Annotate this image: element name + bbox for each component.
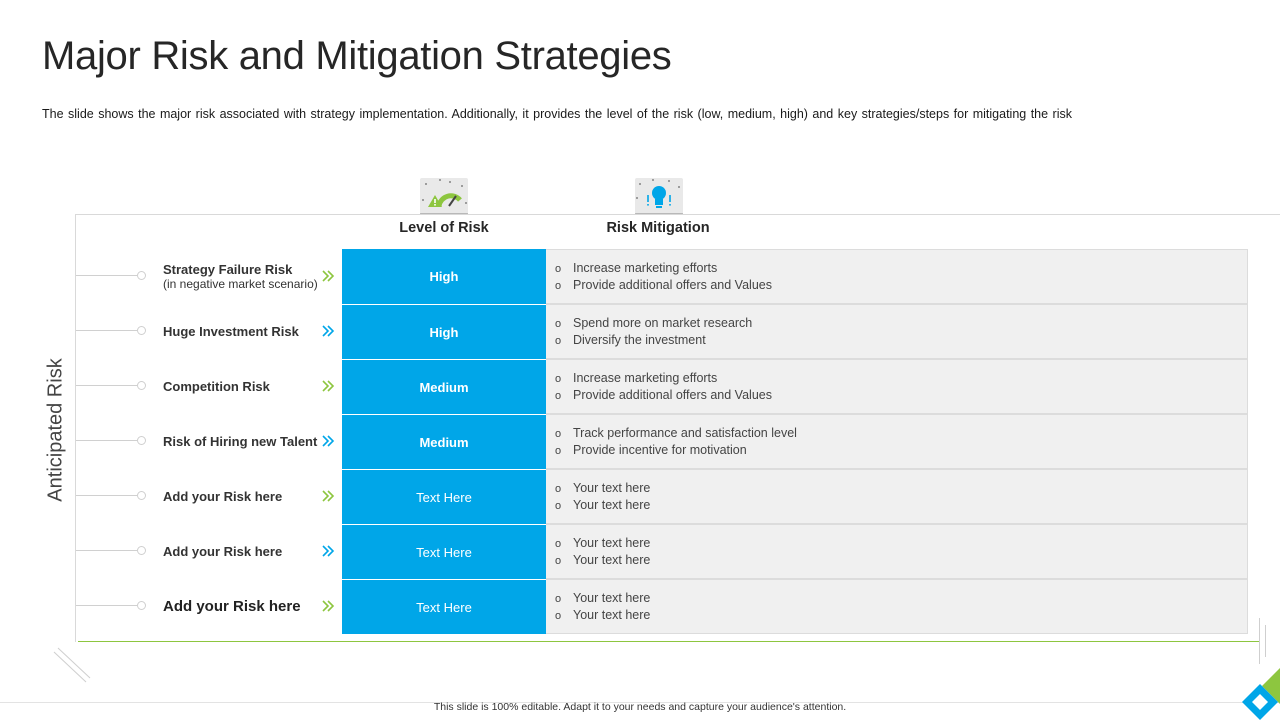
mitigation-text: Spend more on market research [573, 315, 753, 330]
risk-label [163, 524, 282, 579]
mitigation-cell [546, 414, 1248, 469]
double-chevron-right-icon [321, 599, 335, 613]
risk-name: Strategy Failure Risk [163, 262, 293, 277]
mitigation-text: Increase marketing efforts [573, 370, 718, 385]
mitigation-bullet [555, 332, 1247, 349]
risk-label [163, 249, 318, 304]
mitigation-bullet [555, 497, 1247, 514]
mitigation-cell [546, 579, 1248, 634]
row-leader-line [76, 495, 137, 496]
mitigation-bullet [555, 277, 1247, 294]
row-leader-line [76, 385, 137, 386]
risk-name: Add your Risk here [163, 489, 283, 504]
double-chevron-right-icon [321, 269, 335, 283]
frame-top-line [76, 214, 1280, 215]
risk-name: Competition Risk [163, 379, 270, 394]
row-marker-dot [137, 271, 146, 280]
mitigation-text: Provide additional offers and Values [573, 277, 772, 292]
row-marker-dot [137, 491, 146, 500]
column-header-level: Level of Risk [399, 220, 489, 236]
row-leader-line [76, 605, 137, 606]
row-leader-line [76, 330, 137, 331]
mitigation-bullet [555, 535, 1247, 552]
frame-right-mark [1259, 618, 1260, 664]
bullet-glyph: o [555, 499, 562, 512]
risk-level-cell: Text Here [342, 579, 546, 634]
risk-label [163, 414, 317, 469]
row-marker-dot [137, 546, 146, 555]
row-leader-line [76, 440, 137, 441]
bullet-glyph: o [555, 427, 562, 440]
mitigation-bullet [555, 607, 1247, 624]
risk-level-cell: Text Here [342, 524, 546, 579]
mitigation-text: Provide incentive for motivation [573, 442, 747, 457]
mitigation-bullet [555, 425, 1247, 442]
mitigation-text: Diversify the investment [573, 332, 706, 347]
bullet-glyph: o [555, 482, 562, 495]
risk-name: Huge Investment Risk [163, 324, 299, 339]
corner-diamond-decoration [1232, 664, 1280, 720]
risk-row [76, 359, 1248, 414]
decorative-diagonal-lines [52, 646, 92, 686]
mitigation-bullet [555, 260, 1247, 277]
frame-bottom-line [78, 641, 1260, 642]
risk-name: Risk of Hiring new Talent [163, 434, 318, 449]
mitigation-text: Your text here [573, 535, 651, 550]
mitigation-text: Your text here [573, 552, 651, 567]
bullet-glyph: o [555, 554, 562, 567]
bullet-glyph: o [555, 609, 562, 622]
risk-level-cell: High [342, 304, 546, 359]
bullet-glyph: o [555, 389, 562, 402]
risk-label [163, 579, 301, 634]
mitigation-bullet [555, 370, 1247, 387]
mitigation-cell [546, 249, 1248, 304]
mitigation-cell [546, 469, 1248, 524]
risk-row [76, 579, 1248, 634]
risk-level-cell: Text Here [342, 469, 546, 524]
mitigation-text: Your text here [573, 607, 651, 622]
row-marker-dot [137, 601, 146, 610]
mitigation-bullet [555, 480, 1247, 497]
row-leader-line [76, 275, 137, 276]
risk-level-cell: Medium [342, 414, 546, 469]
mitigation-text: Your text here [573, 480, 651, 495]
mitigation-bullet [555, 442, 1247, 459]
bullet-glyph: o [555, 317, 562, 330]
footer-note: This slide is 100% editable. Adapt it to your needs and capture your audience's attention. [433, 701, 847, 713]
mitigation-bullet [555, 315, 1247, 332]
double-chevron-right-icon [321, 324, 335, 338]
bullet-glyph: o [555, 592, 562, 605]
slide-title: Major Risk and Mitigation Strategies [42, 34, 672, 78]
bullet-glyph: o [555, 444, 562, 457]
risk-subtext: (in negative market scenario) [163, 277, 318, 291]
risk-label [163, 304, 299, 359]
double-chevron-right-icon [321, 544, 335, 558]
risk-level-cell: Medium [342, 359, 546, 414]
risk-row [76, 524, 1248, 579]
mitigation-text: Your text here [573, 497, 651, 512]
bullet-glyph: o [555, 372, 562, 385]
mitigation-cell [546, 359, 1248, 414]
row-marker-dot [137, 381, 146, 390]
row-leader-line [76, 550, 137, 551]
slide-subtitle: The slide shows the major risk associated with strategy implementation. Additionally, it provides the level of the risk (low, medium, high) and key strategies/steps for mitigating the risk [42, 107, 1072, 121]
risk-name: Add your Risk here [163, 598, 301, 615]
risk-name: Add your Risk here [163, 544, 283, 559]
mitigation-text: Your text here [573, 590, 651, 605]
bullet-glyph: o [555, 279, 562, 292]
axis-label-anticipated-risk: Anticipated Risk [44, 358, 67, 502]
risk-level-cell: High [342, 249, 546, 304]
double-chevron-right-icon [321, 379, 335, 393]
double-chevron-right-icon [321, 434, 335, 448]
mitigation-bullet [555, 387, 1247, 404]
risk-row [76, 249, 1248, 304]
risk-row [76, 414, 1248, 469]
bullet-glyph: o [555, 334, 562, 347]
mitigation-cell [546, 524, 1248, 579]
row-marker-dot [137, 326, 146, 335]
mitigation-bullet [555, 590, 1247, 607]
risk-label [163, 469, 282, 524]
mitigation-cell [546, 304, 1248, 359]
double-chevron-right-icon [321, 489, 335, 503]
bullet-glyph: o [555, 262, 562, 275]
mitigation-text: Track performance and satisfaction level [573, 425, 797, 440]
mitigation-text: Provide additional offers and Values [573, 387, 772, 402]
lightbulb-alert-icon [635, 178, 683, 214]
row-marker-dot [137, 436, 146, 445]
risk-row [76, 304, 1248, 359]
frame-right-mark [1265, 625, 1266, 657]
bullet-glyph: o [555, 537, 562, 550]
risk-row [76, 469, 1248, 524]
risk-label [163, 359, 270, 414]
mitigation-text: Increase marketing efforts [573, 260, 718, 275]
mitigation-bullet [555, 552, 1247, 569]
warning-gauge-icon [420, 178, 468, 214]
column-header-mitigation: Risk Mitigation [606, 220, 710, 236]
